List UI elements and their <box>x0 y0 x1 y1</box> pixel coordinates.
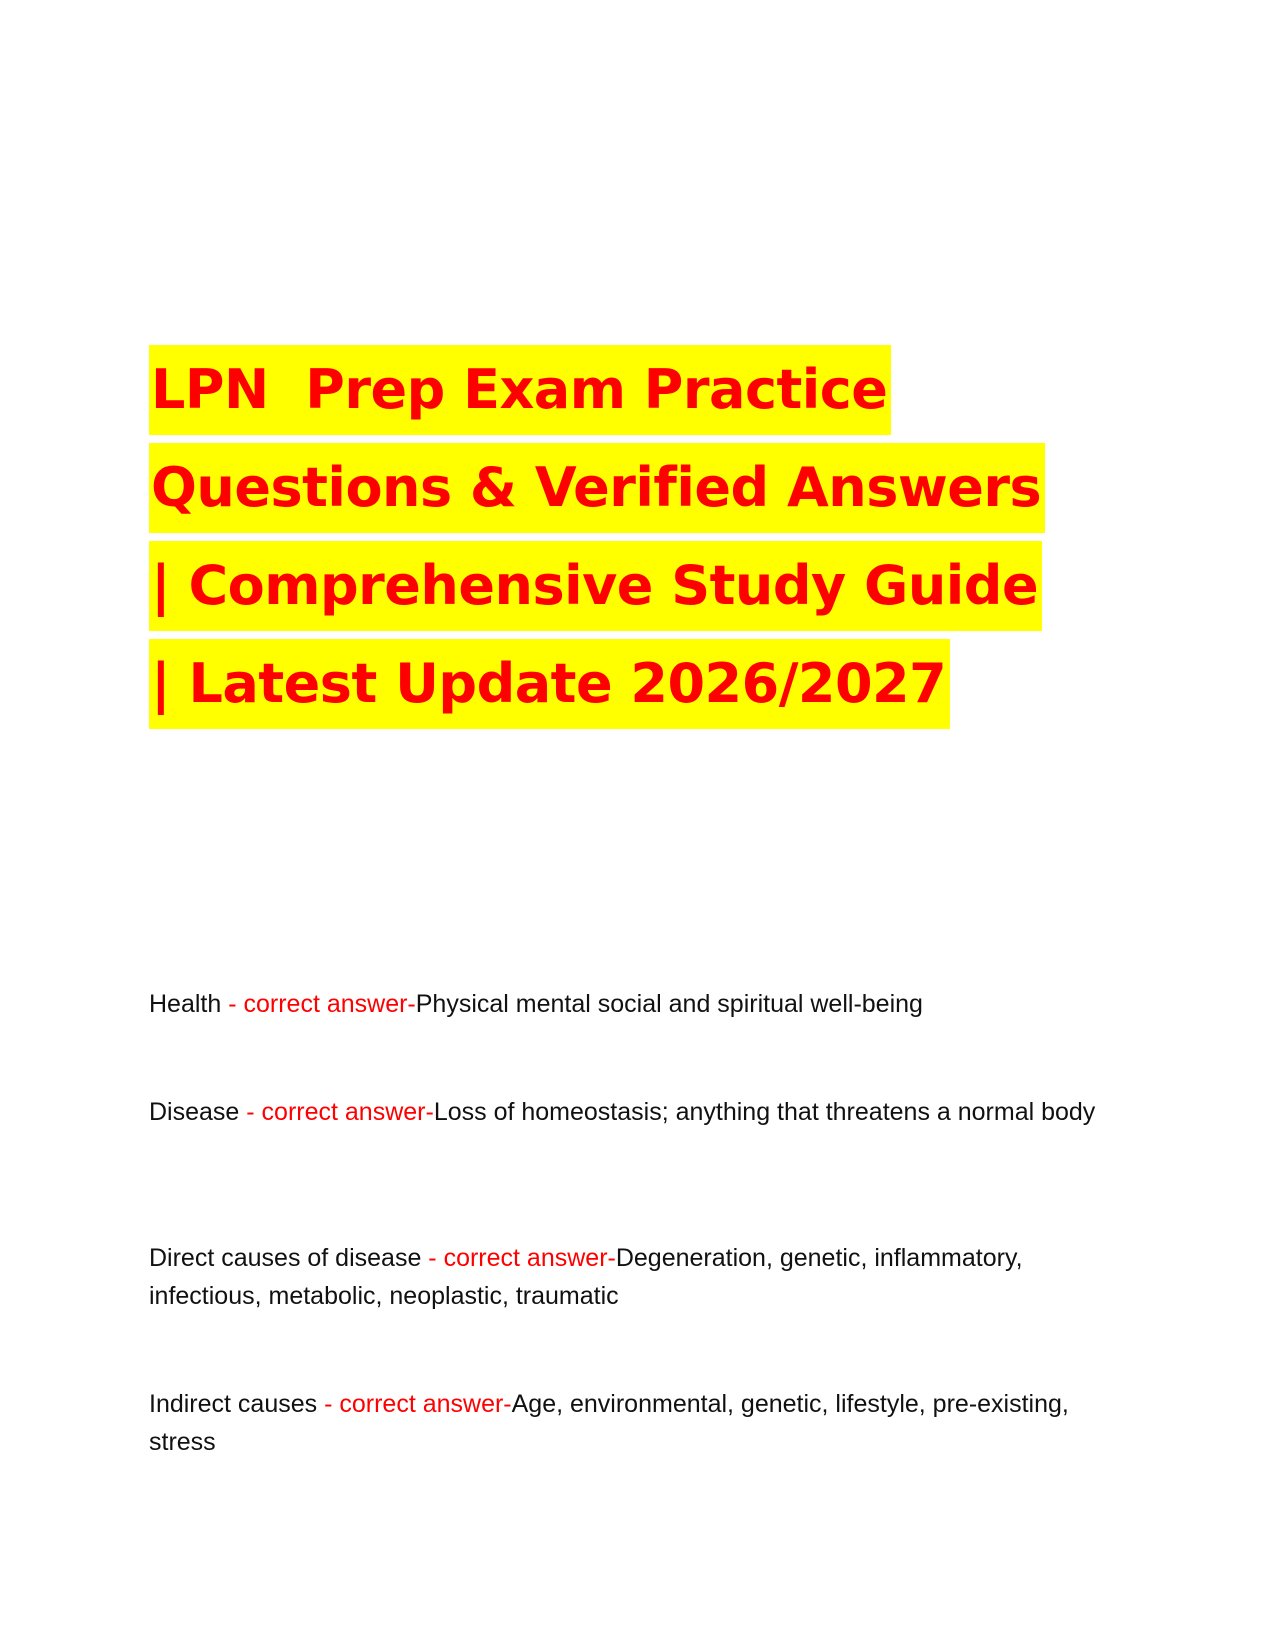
qa-item-health <box>149 985 1109 1023</box>
qa-term: Direct causes of disease <box>149 1244 422 1272</box>
qa-answer: Loss of homeostasis; anything that threatens a normal body <box>433 1098 1096 1126</box>
qa-separator: - correct answer- <box>239 1098 434 1126</box>
qa-term: Disease <box>149 1098 240 1126</box>
qa-item-disease <box>149 1093 1109 1131</box>
qa-answer: Physical mental social and spiritual well-being <box>415 990 923 1018</box>
qa-separator: - correct answer- <box>421 1244 616 1272</box>
title-line-2: Questions & Verified Answers <box>149 443 1089 541</box>
qa-item-direct-causes <box>149 1239 1109 1315</box>
qa-answer: Age, environmental, genetic, lifestyle, pre-existing, stress <box>149 1390 1069 1456</box>
qa-term: Health <box>149 990 222 1018</box>
qa-answer: Degeneration, genetic, inflammatory, infectious, metabolic, neoplastic, traumatic <box>149 1244 1023 1310</box>
document-title <box>149 345 1089 737</box>
qa-separator: - correct answer- <box>317 1390 512 1418</box>
qa-separator: - correct answer- <box>221 990 416 1018</box>
title-line-4: | Latest Update 2026/2027 <box>149 639 1089 737</box>
title-line-1: LPN Prep Exam Practice <box>149 345 1089 443</box>
qa-term: Indirect causes <box>149 1390 318 1418</box>
qa-item-indirect-causes <box>149 1385 1109 1461</box>
title-line-3: | Comprehensive Study Guide <box>149 541 1089 639</box>
